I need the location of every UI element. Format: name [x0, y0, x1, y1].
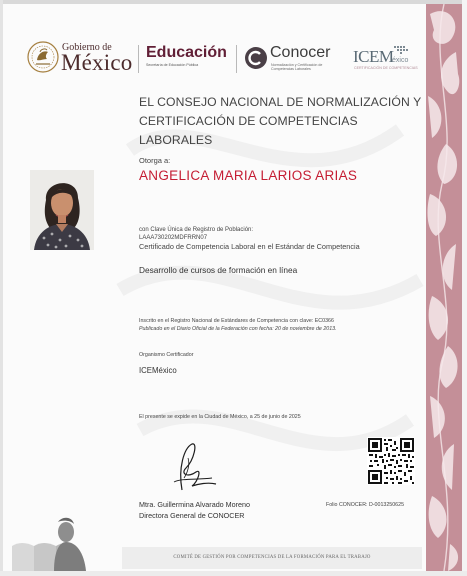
scan-edge-left [0, 0, 3, 576]
icemexico-logo-subtitle: CERTIFICACIÓN DE COMPETENCIAS [354, 66, 418, 70]
certifier-value: ICEMéxico [139, 366, 177, 375]
certifier-label: Organismo Certificador [139, 352, 194, 358]
folio-number: Folio CONOCER: D-0013250625 [326, 502, 405, 508]
conocer-logo-icon [244, 46, 268, 70]
certificate-type: Certificado de Competencia Laboral en el Estándar de Competencia [139, 242, 360, 251]
header-logos [0, 36, 430, 82]
scan-edge-bottom [0, 571, 467, 576]
curp-value: LAAA730202MDFRRN07 [139, 235, 208, 241]
scan-edge-right [462, 0, 467, 576]
footer-text: COMITÉ DE GESTIÓN POR COMPETENCIAS DE LA FORMACIÓN PARA EL TRABAJO [173, 555, 371, 560]
educacion-logo-subtitle: Secretaría de Educación Pública [146, 63, 199, 67]
standard-name: Desarrollo de cursos de formación en línea [139, 265, 298, 275]
handwritten-signature [168, 438, 220, 496]
header-divider [236, 45, 237, 73]
publication-text: Publicado en el Diario Oficial de la Federación con fecha: 20 de noviembre de 2013. [139, 326, 337, 332]
signer-name: Mtra. Guillermina Alvarado Moreno [139, 500, 251, 509]
conocer-logo-title: Conocer [270, 44, 331, 61]
mexico-seal-icon [26, 40, 60, 74]
recipient-photo [30, 170, 94, 250]
issuer-heading: EL CONSEJO NACIONAL DE NORMALIZACIÓN Y CERTIFICACIÓN DE COMPETENCIAS LABORALES [139, 95, 422, 147]
gobierno-label-small: Gobierno de [62, 42, 112, 53]
registry-text: Inscrito en el Registro Nacional de Estándares de Competencia con clave: EC0366 [139, 318, 334, 324]
otorga-label: Otorga a: [139, 156, 171, 165]
footer-banner [122, 547, 422, 569]
signer-role: Directora General de CONOCER [139, 511, 245, 520]
svg-text:éxico: éxico [392, 57, 409, 64]
qr-code [367, 437, 415, 485]
conocer-logo-subtitle: Normalización y Certificación de Competencias Laborales [271, 63, 323, 71]
recipient-name: ANGELICA MARIA LARIOS ARIAS [139, 168, 358, 183]
decorative-side-band [426, 4, 462, 571]
header-divider [138, 45, 139, 73]
gobierno-label-big: México [61, 50, 133, 75]
educacion-logo-title: Educación [146, 44, 227, 61]
scan-edge-top [0, 0, 467, 4]
curp-label: con Clave Única de Registro de Población: [139, 227, 254, 233]
svg-text:ICEM: ICEM [353, 47, 394, 66]
issued-text: El presente se expide en la Ciudad de México, a 25 de junio de 2025 [139, 414, 301, 420]
background-patriotic-figure [4, 508, 94, 571]
